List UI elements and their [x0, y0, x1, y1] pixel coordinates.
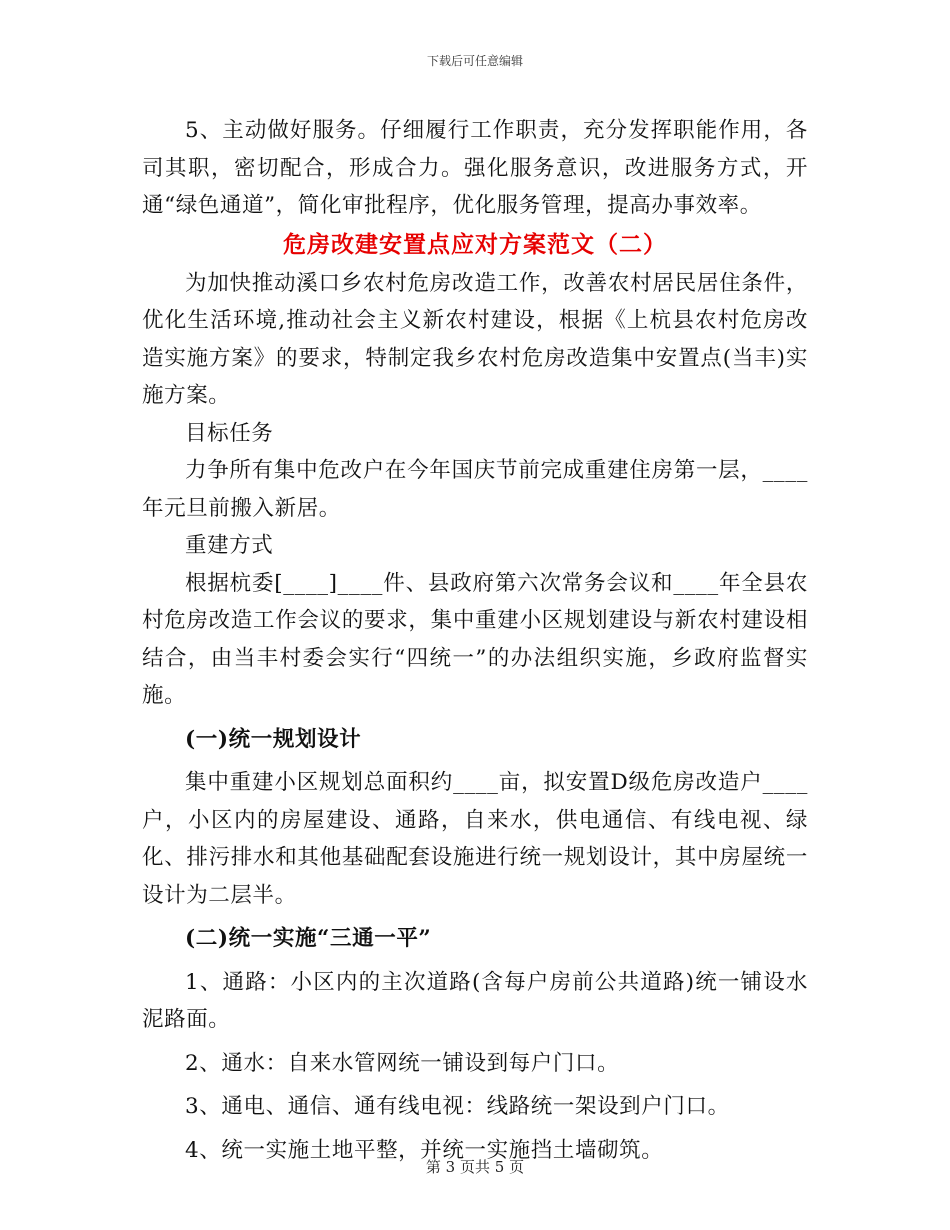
heading-target: 目标任务 [185, 420, 274, 446]
section-title: 危房改建安置点应对方案范文（二） [283, 230, 667, 258]
paragraph-road: 1、通路：小区内的主次道路(含每户房前公共道路)统一铺设水泥路面。 [142, 969, 808, 1032]
paragraph-power: 3、通电、通信、通有线电视：线路统一架设到户门口。 [185, 1094, 730, 1119]
page-footer: 第 3 页共 5 页 [425, 1158, 525, 1176]
paragraph-target: 力争所有集中危改户在今年国庆节前完成重建住房第一层，____年元旦前搬入新居。 [142, 458, 808, 521]
paragraph-land: 4、统一实施土地平整，并统一实施挡土墙砌筑。 [185, 1137, 664, 1163]
paragraph-planning: 集中重建小区规划总面积约____亩，拟安置D级危房改造户____户，小区内的房屋建设、通路，自来水，供电通信、有线电视、绿化、排污排水和其他基础配套设施进行统一规划设计，其中房屋统一设计为二层半。 [142, 770, 808, 908]
paragraph-service: 5、主动做好服务。仔细履行工作职责，充分发挥职能作用，各司其职，密切配合，形成合力。强化服务意识，改进服务方式，开通“绿色通道”，简化审批程序，优化服务管理，提高办事效率。 [142, 118, 808, 218]
heading-planning: (一)统一规划设计 [185, 726, 362, 752]
document-body [142, 112, 808, 1169]
paragraph-intro: 为加快推动溪口乡农村危房改造工作，改善农村居民居住条件，优化生活环境,推动社会主义新农村建设，根据《上杭县农村危房改造实施方案》的要求，特制定我乡农村危房改造集中安置点(当丰)实施方案。 [142, 270, 808, 408]
heading-method: 重建方式 [185, 533, 274, 558]
page-header: 下载后可任意编辑 [426, 54, 523, 68]
paragraph-water: 2、通水：自来水管网统一铺设到每户门口。 [185, 1050, 620, 1076]
paragraph-method: 根据杭委[____]____件、县政府第六次常务会议和____年全县农村危房改造工作会议的要求，集中重建小区规划建设与新农村建设相结合，由当丰村委会实行“四统一”的办法组织实施，乡政府监督实施。 [142, 570, 808, 708]
heading-three-one: (二)统一实施“三通一平” [185, 926, 432, 951]
